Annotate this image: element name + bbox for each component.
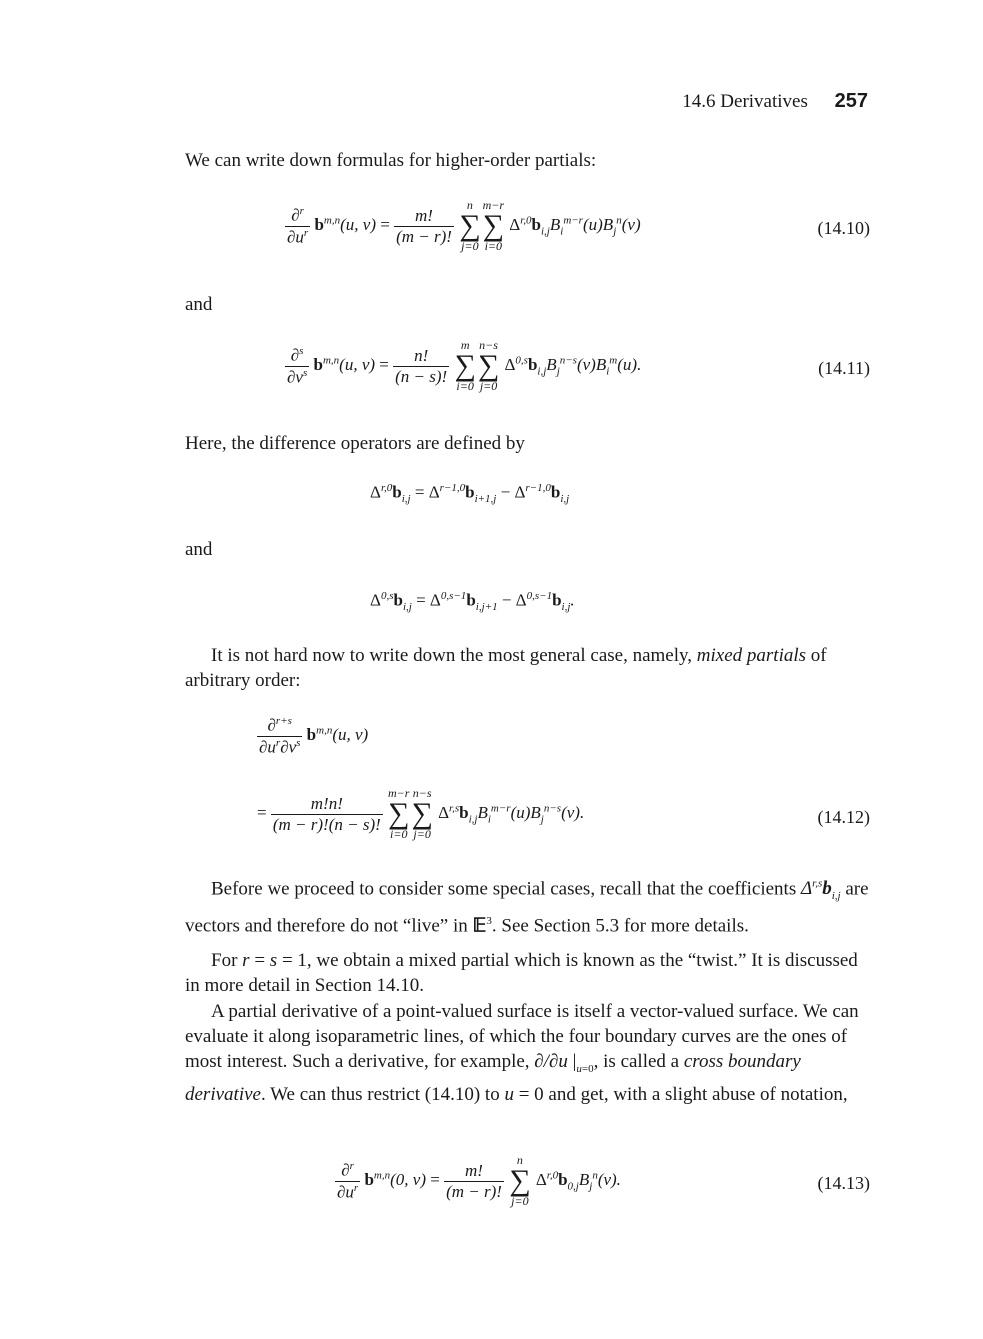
difference-operator-s: $\Delta^{0,s}b_{i,j} = \Delta^{0,s-1}b_{i,j+1} - \Delta^{0,s-1}b_{i,j}$. xyxy=(370,590,575,614)
equation-14-13-body: $\frac{\partial^r}{\partial u^r}$ $b^{m,n}(0$, v) = $\frac{m!}{(m - r)!}$ n ∑ j=0 $\Delta^{r,0}b_{0,j}B_j^n(v)$. xyxy=(337,1153,621,1208)
equation-14-12 xyxy=(185,715,870,855)
difference-operators-text: Here, the difference operators are defined by xyxy=(185,433,525,454)
equation-14-13 xyxy=(185,1150,870,1220)
equation-14-11-body: $\frac{\partial^s}{\partial v^s}$ $b^{m,n}(u$, v) = $\frac{n!}{(n - s)!}$ m ∑ i=0 n−s ∑ j=0 $\Delta^{0,s}b_{i,j}B_j^{n-s}(v)B_i^m(u)$. xyxy=(287,338,642,393)
coefficients-paragraph: Before we proceed to consider some special cases, recall that the coefficients $\Delta^{r,s}b_{i,j}$ are vectors and therefore do not “live” in 𝔼$^3$. See Section 5.3 for more details. xyxy=(185,878,869,937)
running-header xyxy=(682,90,868,113)
mixed-partials-paragraph: It is not hard now to write down the most general case, namely, mixed partials of arbitrary order: xyxy=(185,645,827,691)
equation-14-12-rhs: = $\frac{m!n!}{(m - r)!(n - s)!}$ m−r ∑ i=0 n−s ∑ j=0 $\Delta^{r,s}b_{i,j}B_i^{m-r}(u)B_j^{n-s}(v)$. xyxy=(257,786,585,841)
difference-operator-r: $\Delta^{r,0}b_{i,j} = \Delta^{r-1,0}b_{i+1,j} - \Delta^{r-1,0}b_{i,j}$ xyxy=(370,482,570,506)
equation-14-11 xyxy=(185,335,870,405)
equation-number: (14.11) xyxy=(818,358,870,378)
section-title: 14.6 Derivatives xyxy=(682,91,808,112)
equation-14-12-lhs: $\frac{\partial^{r+s}}{\partial u^r\partial v^s}$ $b^{m,n}(u$, v) xyxy=(259,715,369,757)
page-number: 257 xyxy=(834,90,868,112)
equation-number: (14.12) xyxy=(817,807,870,827)
cross-boundary-paragraph: A partial derivative of a point-valued surface is itself a vector-valued surface. We can evaluate it along isoparametric lines, of which the four boundary curves are the ones of most interest. Such a derivative, for example, ∂/∂u $|_{u=0}$, is called a cross boundary derivative. We can thus restrict (14.10) to u = 0 and get, with a slight abuse of notation, xyxy=(185,1001,859,1105)
twist-paragraph: For r = s = 1, we obtain a mixed partial which is known as the “twist.” It is discussed in more detail in Section 14.10. xyxy=(185,950,858,996)
equation-number: (14.10) xyxy=(817,218,870,238)
connective-and: and xyxy=(185,294,213,315)
equation-number: (14.13) xyxy=(817,1173,870,1193)
intro-paragraph: We can write down formulas for higher-order partials: xyxy=(185,150,597,171)
equation-14-10 xyxy=(185,195,870,265)
connective-and: and xyxy=(185,539,213,560)
equation-14-10-body: $\frac{\partial^r}{\partial u^r}$ $b^{m,n}(u$, v) = $\frac{m!}{(m - r)!}$ n ∑ j=0 m−r ∑ i=0 $\Delta^{r,0}b_{i,j}B_i^{m-r}(u)B_j^n(v)$ xyxy=(287,198,641,253)
